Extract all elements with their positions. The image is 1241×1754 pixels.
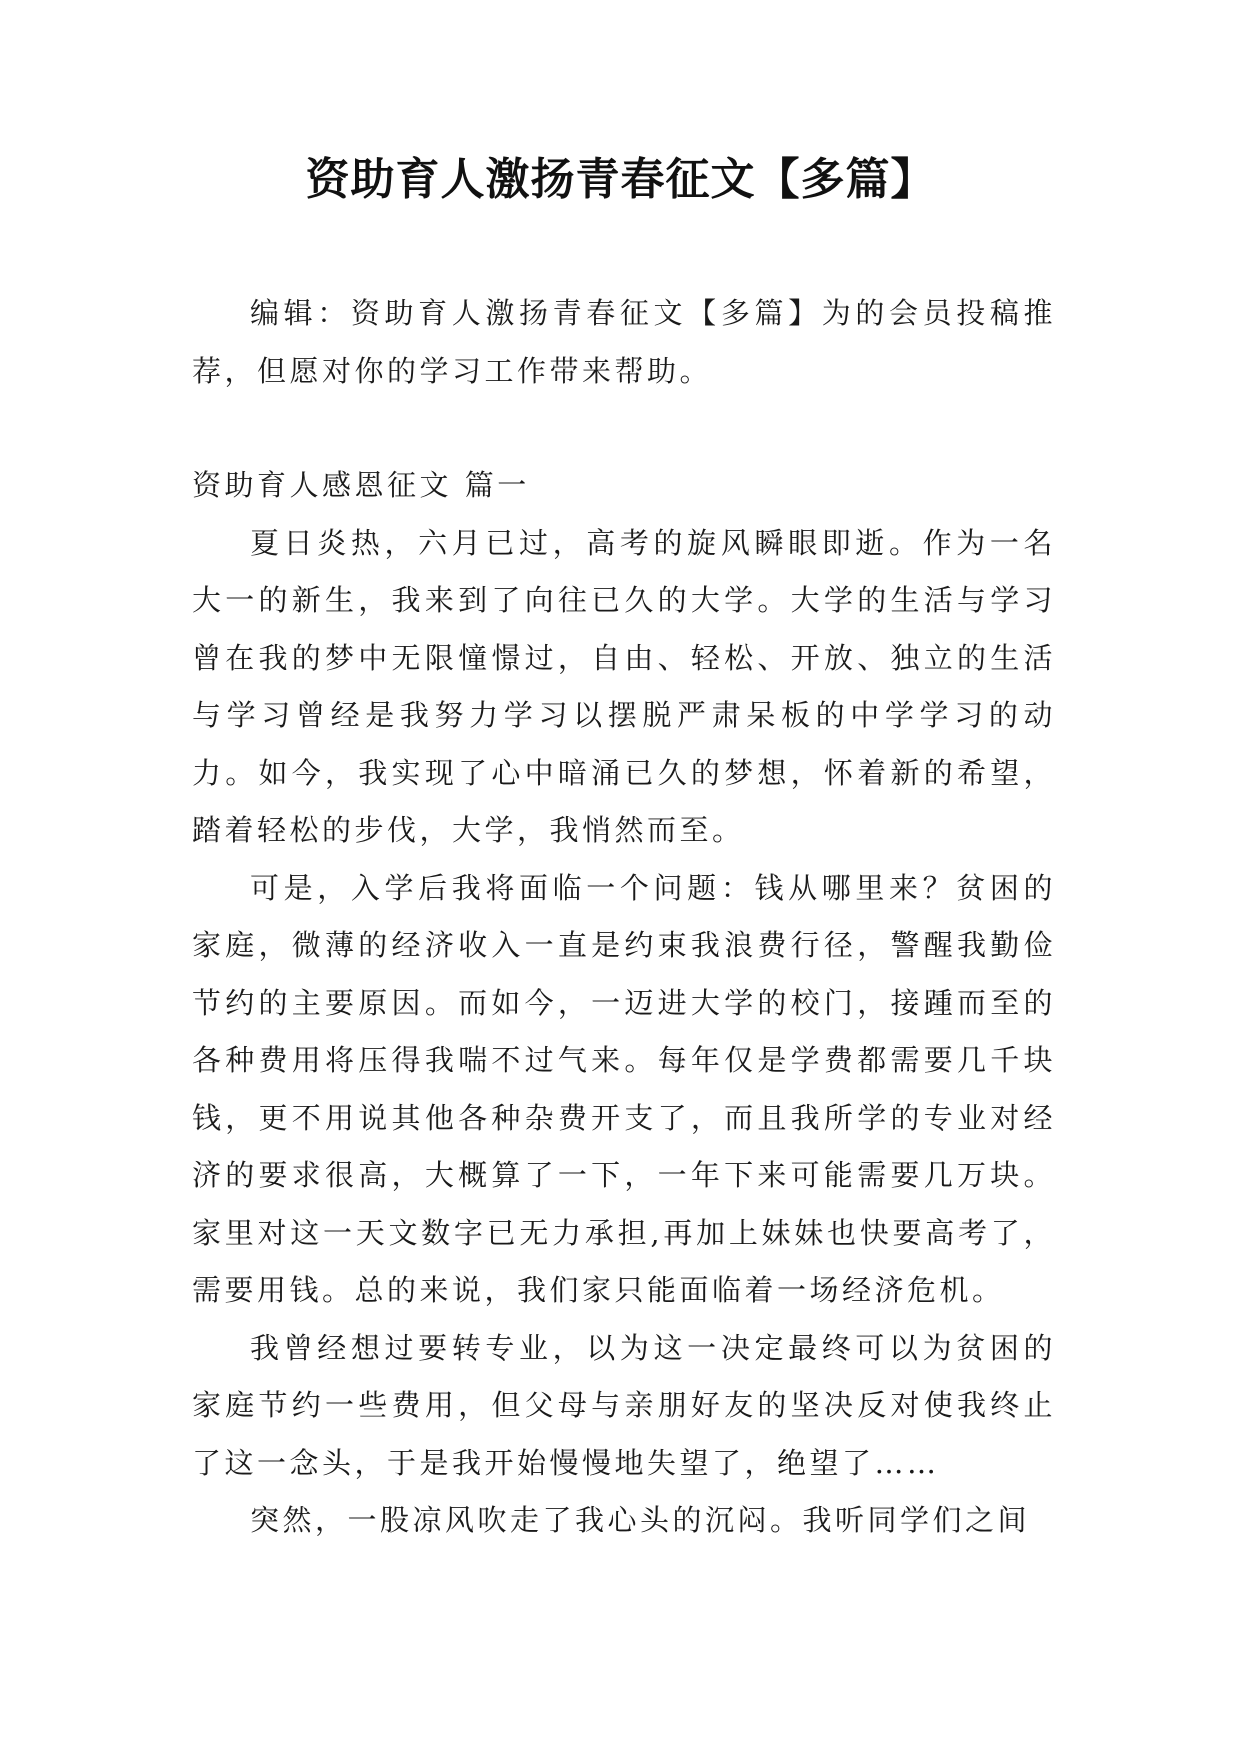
body-paragraph-3: 我曾经想过要转专业，以为这一决定最终可以为贫困的家庭节约一些费用，但父母与亲朋好友的坚决反对使我终止了这一念头，于是我开始慢慢地失望了，绝望了…… [192, 1330, 1056, 1480]
body-paragraph-4: 突然，一股凉风吹走了我心头的沉闷。我听同学们之间 [250, 1503, 1031, 1537]
body-paragraph-2: 可是，入学后我将面临一个问题：钱从哪里来？贫困的家庭，微薄的经济收入一直是约束我浪费行径，警醒我勤俭节约的主要原因。而如今，一迈进大学的校门，接踵而至的各种费用将压得我喘不过气来。每年仅是学费都需要几千块钱，更不用说其他各种杂费开支了，而且我所学的专业对经济的要求很高，大概算了一下，一年下来可能需要几万块。家里对这一天文数字已无力承担,再加上妹妹也快要高考了，需要用钱。总的来说，我们家只能面临着一场经济危机。 [192, 870, 1056, 1307]
document-body [192, 285, 1056, 1550]
section-heading: 资助育人感恩征文 篇一 [192, 468, 530, 502]
editor-note: 编辑：资助育人激扬青春征文【多篇】为的会员投稿推荐，但愿对你的学习工作带来帮助。 [192, 296, 1056, 388]
document-title: 资助育人激扬青春征文【多篇】 [305, 154, 936, 205]
body-paragraph-1: 夏日炎热，六月已过，高考的旋风瞬眼即逝。作为一名大一的新生，我来到了向往已久的大学。大学的生活与学习曾在我的梦中无限憧憬过，自由、轻松、开放、独立的生活与学习曾经是我努力学习以摆脱严肃呆板的中学学习的动力。如今，我实现了心中暗涌已久的梦想，怀着新的希望，踏着轻松的步伐，大学，我悄然而至。 [192, 525, 1056, 847]
